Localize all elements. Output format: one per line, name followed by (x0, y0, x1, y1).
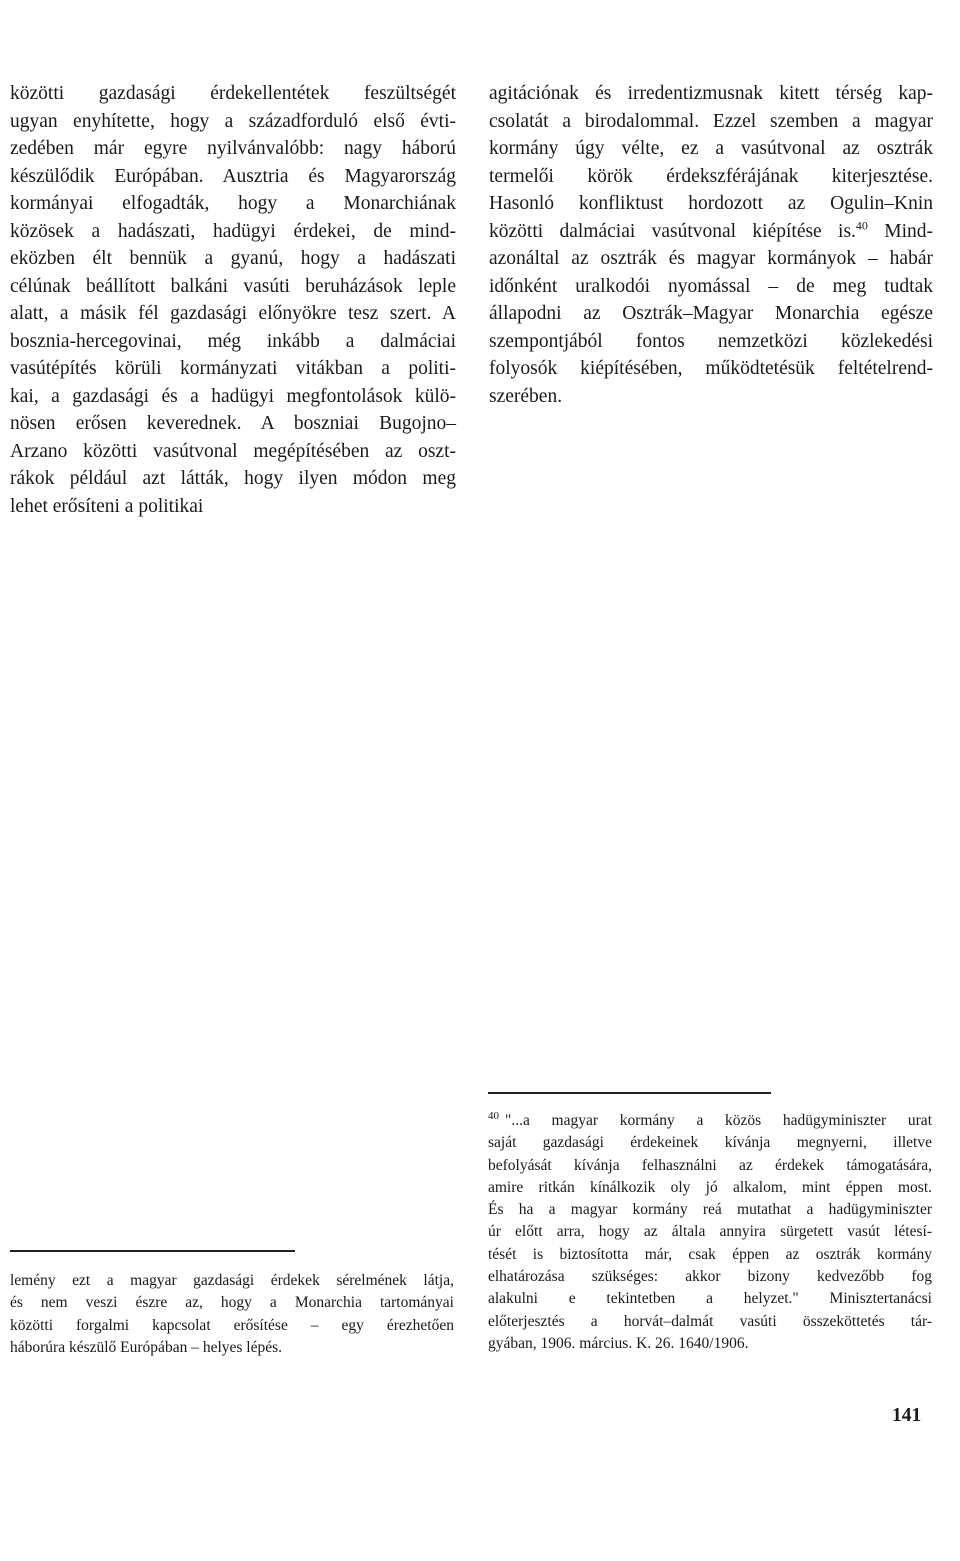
footnote-line: úr előtt arra, hogy az általa annyira sürgetett vasút létesí- (488, 1223, 932, 1241)
body-line: szerében. (489, 385, 563, 407)
footnote-separator (10, 1250, 295, 1252)
body-line: ugyan enyhítette, hogy a századforduló első évti- (10, 110, 456, 132)
footnote-line: amire ritkán kínálkozik oly jó alkalom, mint éppen most. (488, 1178, 932, 1196)
body-line: készülődik Európában. Ausztria és Magyarország (10, 165, 456, 187)
page-number: 141 (892, 1405, 922, 1426)
body-line: lehet erősíteni a politikai (10, 495, 204, 517)
footnote-line: háborúra készülő Európában – helyes lépés. (10, 1338, 283, 1356)
footnote-line: és nem veszi észre az, hogy a Monarchia tartományai (10, 1294, 454, 1312)
body-text: közötti dalmáciai vasútvonal kiépítése is. (489, 220, 856, 242)
footnote-line: előterjesztés a horvát–dalmát vasúti összeköttetés tár- (488, 1312, 932, 1330)
body-line: közötti gazdasági érdekellentétek feszültségét (10, 83, 456, 104)
footnote-line: lemény ezt a magyar gazdasági érdekek sérelmének látja, (10, 1272, 454, 1289)
body-line: folyosók kiépítésében, működtetésük feltételrend- (489, 358, 933, 379)
footnote-line: gyában, 1906. március. K. 26. 1640/1906. (488, 1334, 749, 1352)
left-column (10, 80, 456, 520)
body-line: célúnak beállított balkáni vasúti beruházások leple (10, 275, 456, 297)
body-line: rákok például azt látták, hogy ilyen módon meg (10, 468, 456, 489)
body-text: Mind- (867, 220, 933, 242)
footnote-line: közötti forgalmi kapcsolat erősítése – egy érezhetően (10, 1316, 454, 1334)
body-line: eközben élt bennük a gyanú, hogy a hadászati (10, 248, 456, 269)
body-line: szempontjából fontos nemzetközi közlekedési (489, 330, 933, 352)
body-line: zedében már egyre nyilvánvalóbb: nagy háború (10, 138, 456, 159)
footnote-line: saját gazdasági érdekeinek kívánja megnyerni, illetve (488, 1134, 932, 1152)
footnote-40 (488, 1110, 932, 1355)
body-line: Arzano közötti vasútvonal megépítésében az oszt- (10, 440, 456, 462)
footnote-line: alakulni e tekintetben a helyzet." Minisztertanácsi (488, 1290, 932, 1308)
body-line: kormány úgy vélte, ez a vasútvonal az osztrák (489, 138, 933, 159)
footnote-reference[interactable]: 40 (855, 218, 868, 232)
body-line: alatt, a másik fél gazdasági előnyökre tesz szert. A (10, 303, 456, 324)
body-line: termelői körök érdekszférájának kiterjesztése. (489, 165, 933, 187)
body-line: Hasonló konfliktust hordozott az Ogulin–Knin (489, 193, 933, 214)
body-line: kai, a gazdasági és a hadügyi megfontolások külö- (10, 385, 456, 407)
footnote-text: "...a magyar kormány a közös hadügyminiszter urat (505, 1112, 932, 1129)
body-line: csolatát a birodalommal. Ezzel szemben a magyar (489, 110, 933, 132)
footnote-number: 40 (488, 1109, 499, 1122)
body-line: időnként uralkodói nyomással – de meg tudtak (489, 275, 933, 297)
body-line: agitációnak és irredentizmusnak kitett térség kap- (489, 83, 933, 104)
footnote-line (488, 1110, 932, 1132)
body-line: nösen erősen keverednek. A boszniai Bugojno– (10, 413, 456, 434)
footnote-line: És ha a magyar kormány reá mutathat a hadügyminiszter (488, 1201, 932, 1219)
body-line: vasútépítés körüli kormányzati vitákban a politi- (10, 358, 456, 379)
body-line: azonáltal az osztrák és magyar kormányok – habár (489, 248, 933, 269)
right-column (489, 80, 933, 410)
footnote-separator (488, 1092, 771, 1094)
body-line: közösek a hadászati, hadügyi érdekei, de mind- (10, 220, 456, 242)
footnote-line: tését is biztosította már, csak éppen az osztrák kormány (488, 1245, 932, 1263)
footnote-line: elhatározása szükséges: akkor bizony kedvezőbb fog (488, 1268, 932, 1286)
body-line: bosznia-hercegovinai, még inkább a dalmáciai (10, 330, 456, 352)
body-line: állapodni az Osztrák–Magyar Monarchia egésze (489, 303, 933, 324)
body-line-with-footnote-ref (489, 218, 933, 246)
body-line: kormányai elfogadták, hogy a Monarchiának (10, 193, 456, 214)
footnote-continuation (10, 1270, 454, 1359)
footnote-line: befolyását kívánja felhasználni az érdekek támogatására, (488, 1156, 932, 1174)
